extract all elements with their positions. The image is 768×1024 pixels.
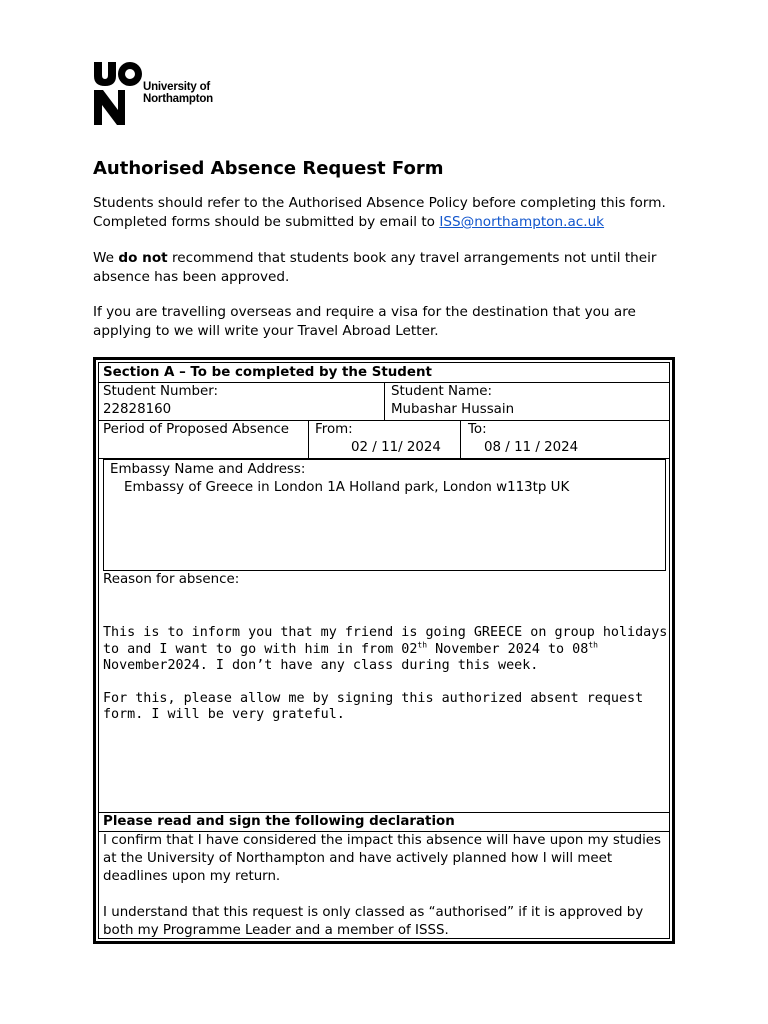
to-label: To: <box>468 422 487 437</box>
student-number-label: Student Number: <box>103 384 219 399</box>
reason-paragraph-1 <box>103 625 668 675</box>
absence-request-form <box>93 357 675 944</box>
university-logo <box>94 60 234 126</box>
intro-p2-emphasis: do not <box>118 250 168 266</box>
declaration-paragraph-2: I understand that this request is only classed as “authorised” if it is approved by both my Programme Leader and a member of ISSS. <box>103 905 644 938</box>
reason-text-area[interactable] <box>103 625 668 724</box>
intro-p2-before: We <box>93 250 119 266</box>
embassy-field[interactable] <box>103 459 666 571</box>
logo-line-1: University of <box>143 81 211 93</box>
student-name-value: Mubashar Hussain <box>391 402 515 417</box>
embassy-label: Embassy Name and Address: <box>110 462 306 477</box>
from-value: 02 / 11/ 2024 <box>351 440 441 455</box>
declaration-body <box>103 832 669 940</box>
reason-label: Reason for absence: <box>103 572 240 587</box>
intro-paragraph-2 <box>93 249 693 287</box>
reason-p1-a: This is to inform you that my friend is going GREECE on group holidays to and I want to go with him in from 02 <box>103 625 668 657</box>
intro-p2-after: recommend that students book any travel arrangements not until their absence has been approved. <box>93 250 657 285</box>
form-table <box>98 362 670 939</box>
iss-email-link[interactable]: ISS@northampton.ac.uk <box>439 214 605 230</box>
intro-p1-text: Students should refer to the Authorised Absence Policy before completing this form. Completed forms should be submitted by email to <box>93 195 666 230</box>
student-name-field[interactable] <box>391 383 514 419</box>
intro-paragraph-1 <box>93 194 693 232</box>
student-number-value: 22828160 <box>103 402 172 417</box>
page-title: Authorised Absence Request Form <box>93 158 444 179</box>
reason-paragraph-2: For this, please allow me by signing this authorized absent request form. I will be very grateful. <box>103 690 644 722</box>
reason-p1-sup2: th <box>588 640 598 650</box>
to-date-field[interactable] <box>468 421 668 457</box>
logo-wordmark <box>143 81 213 105</box>
intro-paragraph-3: If you are travelling overseas and require a visa for the destination that you are applying to we will write your Travel Abroad Letter. <box>93 304 636 339</box>
reason-p1-sup1: th <box>417 640 428 650</box>
declaration-header: Please read and sign the following declaration <box>103 814 455 829</box>
student-name-label: Student Name: <box>391 384 492 399</box>
reason-p1-b: November 2024 to 08 <box>427 641 589 657</box>
reason-p1-c: November2024. I don’t have any class during this week. <box>103 658 539 673</box>
section-a-header: Section A – To be completed by the Student <box>103 365 432 380</box>
logo-line-2: Northampton <box>143 93 213 105</box>
from-label: From: <box>315 422 353 437</box>
student-number-field[interactable] <box>103 383 218 419</box>
period-label: Period of Proposed Absence <box>103 422 290 437</box>
embassy-value: Embassy of Greece in London 1A Holland park, London w113tp UK <box>124 480 570 495</box>
declaration-paragraph-1: I confirm that I have considered the impact this absence will have upon my studies at the University of Northampton and have actively planned how I will meet deadlines upon my return. <box>103 833 662 884</box>
from-date-field[interactable] <box>315 421 465 457</box>
to-value: 08 / 11 / 2024 <box>484 440 579 455</box>
